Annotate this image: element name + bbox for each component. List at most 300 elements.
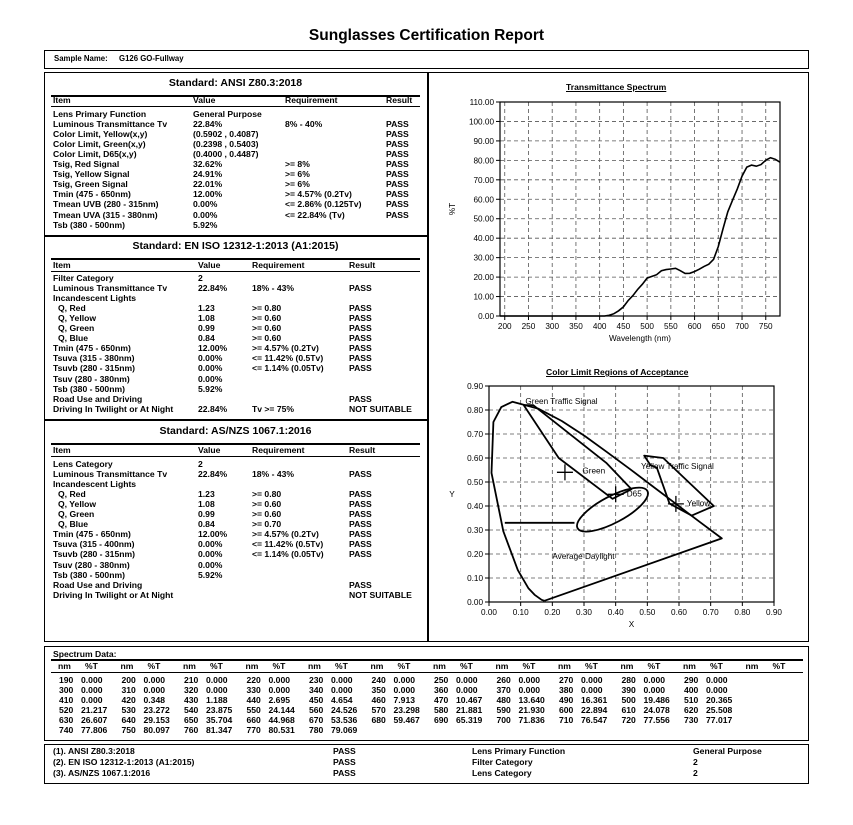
asnzs-cell: PASS: [349, 489, 372, 500]
ansi-cell: Luminous Transmittance Tv: [53, 119, 168, 130]
spectrum-col-header: nm: [745, 661, 759, 671]
spectrum-cell: 0.000: [81, 695, 103, 705]
iso-cell: 12.00%: [198, 343, 228, 354]
color-x-tick-label: 0.00: [481, 608, 497, 617]
ansi-col-header: Requirement: [285, 95, 338, 105]
spectrum-col-header: nm: [495, 661, 509, 671]
ansi-header-line: [51, 95, 420, 97]
iso-cell: Incandescent Lights: [53, 293, 137, 304]
spectrum-cell: 16.361: [581, 695, 608, 705]
summary-cell: (1). ANSI Z80.3:2018: [53, 746, 135, 756]
spectrum-col-header: %T: [147, 661, 161, 671]
ansi-cell: Color Limit, Green(x,y): [53, 139, 146, 150]
iso-cell: <= 1.14% (0.05Tv): [252, 363, 324, 374]
iso-cell: 22.84%: [198, 403, 228, 414]
spectrum-y-tick-label: 30.00: [473, 253, 494, 263]
iso-cell: 22.84%: [198, 283, 228, 294]
spectrum-y-tick-label: 90.00: [473, 136, 494, 146]
spectrum-cell: 420: [121, 695, 136, 705]
spectrum-cell: 200: [121, 675, 136, 685]
ansi-cell: Tmin (475 - 650nm): [53, 189, 131, 200]
ansi-cell: 22.84%: [193, 119, 223, 130]
spectrum-cell: 13.640: [518, 695, 545, 705]
summary-cell: Filter Category: [472, 756, 533, 767]
spectrum-cell: 740: [59, 725, 74, 735]
asnzs-cell: Q, Yellow: [58, 499, 97, 510]
spectrum-col-header: %T: [710, 661, 723, 671]
spectrum-cell: 21.881: [456, 705, 483, 715]
spectrum-cell: 2.695: [268, 695, 291, 705]
color-x-tick-label: 0.30: [576, 608, 592, 617]
spectrum-cell: 400: [684, 685, 699, 695]
spectrum-cell: 510: [684, 695, 699, 705]
ansi-cell: >= 6%: [285, 179, 310, 190]
iso-cell: 18% - 43%: [252, 283, 295, 294]
spectrum-col-header: %T: [585, 661, 598, 671]
average-daylight-label: Average Daylight: [552, 551, 615, 561]
spectrum-cell: 340: [309, 685, 324, 695]
spectrum-cell: 470: [434, 695, 449, 705]
spectrum-cell: 530: [121, 705, 136, 715]
spectrum-y-tick-label: 80.00: [473, 156, 494, 166]
asnzs-cell: 0.00%: [198, 549, 223, 560]
spectrum-cell: 0.000: [81, 685, 103, 695]
spectrum-cell: 0.000: [456, 685, 478, 695]
spectrum-cell: 44.968: [268, 715, 295, 725]
iso-cell: Luminous Transmittance Tv: [53, 283, 168, 294]
spectrum-cell: 320: [184, 685, 199, 695]
spectrum-cell: 0.000: [456, 675, 478, 685]
ansi-cell: PASS: [386, 139, 409, 150]
spectrum-cell: 0.000: [143, 675, 166, 685]
spectrum-y-tick-label: 70.00: [473, 175, 494, 185]
spectrum-cell: 65.319: [456, 715, 483, 725]
spectrum-cell: 71.836: [518, 715, 545, 725]
asnzs-cell: 1.23: [198, 489, 215, 500]
iso-cell: Tv >= 75%: [252, 403, 295, 414]
spectrum-col-header: %T: [647, 661, 661, 671]
asnzs-cell: 0.00%: [198, 539, 223, 550]
spectrum-x-tick-label: 750: [758, 322, 773, 331]
ansi-cell: 12.00%: [193, 189, 223, 200]
summary-cell: (2). EN ISO 12312-1:2013 (A1:2015): [53, 756, 195, 767]
spectrum-cell: 35.704: [206, 715, 233, 725]
spectrum-cell: 580: [434, 705, 449, 715]
asnzs-cell: Tsb (380 - 500nm): [53, 569, 125, 580]
iso-cell: >= 0.60: [252, 323, 282, 334]
summary-cell: PASS: [333, 756, 356, 767]
spectrum-cell: 0.000: [706, 685, 728, 695]
spectrum-x-axis-label: Wavelength (nm): [608, 334, 672, 343]
spectrum-cell: 330: [246, 685, 261, 695]
spectrum-cell: 540: [184, 705, 199, 715]
spectrum-cell: 77.806: [81, 725, 108, 735]
color-limit-chart: [430, 376, 805, 638]
summary-cell: Lens Primary Function: [472, 746, 566, 756]
spectrum-cell: 560: [309, 705, 324, 715]
spectrum-y-tick-label: 50.00: [473, 214, 494, 224]
color-x-tick-label: 0.70: [702, 608, 719, 617]
spectrum-cell: 250: [434, 675, 449, 685]
asnzs-cell: Lens Category: [53, 459, 113, 469]
ansi-cell: Color Limit, D65(x,y): [53, 149, 137, 160]
spectrum-cell: 720: [621, 715, 636, 725]
ansi-cell: Tmean UVB (280 - 315nm): [53, 199, 159, 210]
green-signal-label: Green Traffic Signal: [525, 397, 598, 406]
spectrum-col-header: %T: [772, 661, 786, 671]
asnzs-col-header: Item: [53, 445, 71, 455]
spectrum-cell: 19.486: [643, 695, 670, 705]
ansi-cell: Color Limit, Yellow(x,y): [53, 129, 148, 140]
ansi-cell: PASS: [386, 159, 409, 170]
spectrum-cell: 1.188: [206, 695, 228, 705]
ansi-cell: 32.62%: [193, 159, 223, 170]
asnzs-cell: Luminous Transmittance Tv: [53, 469, 168, 480]
spectrum-cell: 0.000: [706, 675, 728, 685]
iso-header-underline: [51, 271, 420, 272]
spectrum-cell: 59.467: [393, 715, 420, 725]
spectrum-cell: 490: [559, 695, 574, 705]
spectrum-cell: 360: [434, 685, 449, 695]
asnzs-header-underline: [51, 456, 420, 457]
spectrum-chart: [430, 92, 805, 357]
spectrum-cell: 620: [684, 705, 699, 715]
asnzs-cell: >= 0.60: [252, 509, 282, 520]
spectrum-cell: 440: [246, 695, 261, 705]
spectrum-cell: 310: [121, 685, 136, 695]
color-y-tick-label: 0.60: [467, 454, 483, 463]
ansi-col-header: Item: [53, 95, 71, 105]
spectrum-data-title: Spectrum Data:: [53, 649, 117, 659]
spectrum-cell: 24.144: [268, 705, 295, 715]
spectrum-cell: 570: [371, 705, 386, 715]
iso-cell: Tsb (380 - 500nm): [53, 383, 125, 394]
ansi-cell: Tsig, Green Signal: [53, 179, 128, 190]
iso-cell: Tsuv (280 - 380nm): [53, 373, 130, 384]
asnzs-cell: 5.92%: [198, 569, 223, 580]
iso-cell: NOT SUITABLE: [349, 403, 412, 414]
spectrum-cell: 20.365: [706, 695, 733, 705]
report-title: Sunglasses Certification Report: [308, 27, 545, 44]
spectrum-cell: 0.000: [206, 675, 228, 685]
yellow-point-label: Yellow: [686, 499, 711, 508]
color-chart-title: Color Limit Regions of Acceptance: [546, 367, 689, 377]
spectrum-y-tick-label: 60.00: [473, 195, 494, 205]
color-y-tick-label: 0.10: [467, 574, 483, 583]
sample-name-label: Sample Name:: [54, 54, 108, 63]
spectrum-cell: 10.467: [456, 695, 483, 705]
spectrum-x-tick-label: 550: [664, 322, 678, 331]
spectrum-cell: 0.000: [81, 675, 103, 685]
iso-cell: 0.00%: [198, 353, 223, 364]
spectrum-x-tick-label: 400: [592, 322, 607, 331]
summary-cell: Lens Category: [472, 767, 532, 778]
spectrum-y-tick-label: 20.00: [473, 273, 494, 283]
ansi-cell: Tmean UVA (315 - 380nm): [53, 209, 158, 220]
spectrum-x-tick-label: 600: [687, 322, 702, 331]
spectrum-cell: 410: [59, 695, 74, 705]
spectrum-data-header-underline: [51, 672, 803, 673]
iso-cell: >= 0.80: [252, 303, 282, 314]
ansi-title: Standard: ANSI Z80.3:2018: [168, 77, 303, 89]
spectrum-cell: 81.347: [206, 725, 233, 735]
spectrum-col-header: nm: [245, 661, 259, 671]
iso-cell: <= 11.42% (0.5Tv): [252, 353, 324, 364]
spectrum-col-header: %T: [460, 661, 473, 671]
spectrum-cell: 79.069: [331, 725, 358, 735]
asnzs-cell: 18% - 43%: [252, 469, 295, 480]
asnzs-cell: 12.00%: [198, 529, 228, 540]
iso-col-header: Item: [53, 260, 71, 270]
spectrum-cell: 21.217: [81, 705, 108, 715]
asnzs-cell: 0.84: [198, 519, 215, 530]
asnzs-cell: >= 0.80: [252, 489, 282, 500]
asnzs-cell: Incandescent Lights: [53, 479, 137, 490]
asnzs-cell: PASS: [349, 519, 372, 530]
spectrum-cell: 0.000: [581, 685, 603, 695]
spectrum-cell: 210: [184, 675, 199, 685]
iso-cell: >= 0.60: [252, 313, 282, 324]
spectrum-cell: 21.930: [518, 705, 545, 715]
spectrum-cell: 0.000: [331, 675, 353, 685]
asnzs-cell: Tsuvb (280 - 315nm): [53, 549, 135, 560]
ansi-cell: PASS: [386, 209, 409, 220]
spectrum-y-axis-label: %T: [448, 202, 457, 216]
spectrum-cell: 230: [309, 675, 324, 685]
spectrum-col-header: %T: [397, 661, 411, 671]
spectrum-cell: 76.547: [581, 715, 608, 725]
ansi-cell: 22.01%: [193, 179, 223, 190]
spectrum-y-tick-label: 110.00: [469, 98, 494, 107]
ansi-cell: >= 8%: [285, 159, 310, 170]
spectrum-cell: 350: [371, 685, 386, 695]
iso-cell: Road Use and Driving: [53, 393, 143, 404]
iso-cell: Q, Yellow: [58, 313, 97, 324]
iso-cell: PASS: [349, 283, 372, 294]
summary-cell: General Purpose: [693, 746, 762, 756]
iso-cell: 0.00%: [198, 363, 223, 374]
asnzs-cell: Tmin (475 - 650nm): [53, 529, 131, 540]
spectrum-cell: 220: [246, 675, 261, 685]
asnzs-cell: PASS: [349, 469, 372, 480]
ansi-cell: (0.4000 , 0.4487): [193, 149, 259, 160]
yellow-signal-label: Yellow Traffic Signal: [641, 461, 714, 471]
asnzs-col-header: Value: [198, 445, 221, 455]
spectrum-col-header: nm: [58, 661, 71, 671]
ansi-cell: 0.00%: [193, 209, 218, 220]
spectrum-col-header: %T: [85, 661, 98, 671]
ansi-col-header: Result: [386, 95, 413, 105]
color-y-tick-label: 0.40: [467, 502, 483, 511]
iso-divider: [44, 419, 427, 421]
spectrum-cell: 690: [434, 715, 449, 725]
ansi-cell: PASS: [386, 199, 409, 210]
asnzs-cell: >= 0.70: [252, 519, 282, 530]
color-y-tick-label: 0.90: [467, 382, 483, 391]
ansi-cell: PASS: [386, 119, 409, 130]
spectrum-x-tick-label: 650: [711, 322, 726, 331]
iso-cell: 1.23: [198, 303, 215, 314]
spectrum-cell: 77.017: [706, 715, 733, 725]
color-y-tick-label: 0.80: [467, 406, 483, 415]
main-divider: [427, 72, 429, 642]
spectrum-cell: 0.000: [518, 675, 541, 685]
spectrum-cell: 80.531: [268, 725, 295, 735]
spectrum-y-tick-label: 40.00: [473, 234, 494, 244]
spectrum-series-line: [500, 158, 780, 316]
iso-cell: >= 0.60: [252, 333, 282, 344]
asnzs-cell: PASS: [349, 529, 372, 540]
spectrum-cell: 730: [684, 715, 699, 725]
ansi-cell: PASS: [386, 149, 409, 160]
iso-cell: Q, Red: [58, 303, 86, 314]
color-x-tick-label: 0.20: [544, 608, 561, 617]
color-x-tick-label: 0.90: [766, 608, 782, 617]
spectrum-cell: 380: [559, 685, 574, 695]
spectrum-x-tick-label: 300: [545, 322, 560, 331]
iso-cell: PASS: [349, 353, 372, 364]
spectrum-x-tick-label: 500: [640, 322, 654, 331]
spectrum-cell: 23.272: [143, 705, 170, 715]
iso-col-header: Requirement: [252, 260, 305, 270]
sample-name-bar: [44, 50, 809, 69]
spectrum-cell: 600: [559, 705, 574, 715]
asnzs-cell: PASS: [349, 509, 372, 520]
ansi-cell: (0.2398 , 0.5403): [193, 139, 259, 150]
asnzs-cell: >= 4.57% (0.2Tv): [252, 529, 319, 540]
spectrum-cell: 0.000: [143, 685, 166, 695]
iso-cell: 5.92%: [198, 383, 223, 394]
asnzs-title: Standard: AS/NZS 1067.1:2016: [159, 425, 312, 437]
asnzs-cell: 0.00%: [198, 559, 223, 570]
asnzs-cell: Driving In Twilight or At Night: [53, 589, 174, 600]
ansi-cell: Tsb (380 - 500nm): [53, 219, 125, 230]
spectrum-cell: 4.654: [331, 695, 353, 705]
spectrum-cell: 460: [371, 695, 386, 705]
ansi-cell: 8% - 40%: [285, 119, 323, 130]
asnzs-cell: Road Use and Driving: [53, 579, 143, 590]
asnzs-cell: PASS: [349, 549, 372, 560]
spectrum-cell: 23.298: [393, 705, 420, 715]
spectrum-y-tick-label: 0.00: [478, 312, 494, 321]
spectrum-col-header: %T: [522, 661, 536, 671]
summary-cell: PASS: [333, 746, 356, 756]
spectrum-cell: 0.000: [518, 685, 541, 695]
asnzs-cell: Q, Red: [58, 489, 86, 500]
spectrum-cell: 0.000: [268, 675, 291, 685]
iso-cell: 2: [198, 273, 203, 283]
iso-cell: PASS: [349, 343, 372, 354]
summary-cell: 2: [693, 767, 698, 778]
iso-cell: PASS: [349, 313, 372, 324]
spectrum-cell: 24.526: [331, 705, 358, 715]
spectrum-cell: 290: [684, 675, 699, 685]
asnzs-cell: NOT SUITABLE: [349, 589, 412, 600]
spectrum-col-header: nm: [370, 661, 384, 671]
iso-cell: 0.99: [198, 323, 215, 334]
ansi-cell: >= 6%: [285, 169, 310, 180]
iso-cell: Tsuva (315 - 380nm): [53, 353, 135, 364]
spectrum-col-header: nm: [558, 661, 571, 671]
spectrum-cell: 190: [59, 675, 74, 685]
asnzs-cell: 1.08: [198, 499, 215, 510]
ansi-cell: PASS: [386, 169, 409, 180]
color-x-tick-label: 0.10: [512, 608, 529, 617]
iso-cell: PASS: [349, 323, 372, 334]
spectrum-cell: 480: [496, 695, 511, 705]
spectrum-col-header: nm: [308, 661, 321, 671]
spectrum-y-tick-label: 10.00: [473, 292, 494, 302]
spectrum-cell: 22.894: [581, 705, 608, 715]
asnzs-cell: <= 11.42% (0.5Tv): [252, 539, 324, 550]
ansi-cell: 24.91%: [193, 169, 223, 180]
spectrum-cell: 520: [59, 705, 74, 715]
spectrum-cell: 29.153: [143, 715, 170, 725]
spectrum-x-tick-label: 350: [569, 322, 583, 331]
asnzs-cell: PASS: [349, 579, 372, 590]
iso-cell: Driving In Twilight or At Night: [53, 403, 174, 414]
green-point-label: Green: [582, 466, 606, 476]
spectrum-cell: 590: [496, 705, 511, 715]
spectrum-cell: 23.875: [206, 705, 233, 715]
spectrum-cell: 750: [121, 725, 136, 735]
ansi-cell: 0.00%: [193, 199, 218, 210]
spectrum-cell: 710: [559, 715, 574, 725]
spectrum-cell: 0.000: [643, 685, 666, 695]
spectrum-cell: 430: [184, 695, 199, 705]
asnzs-cell: Q, Blue: [58, 519, 89, 530]
spectrum-cell: 0.000: [581, 675, 603, 685]
summary-cell: 2: [693, 756, 698, 767]
color-y-tick-label: 0.30: [467, 526, 483, 535]
spectrum-cell: 780: [309, 725, 324, 735]
spectrum-y-tick-label: 100.00: [468, 117, 494, 127]
spectrum-cell: 53.536: [331, 715, 358, 725]
iso-cell: Tsuvb (280 - 315nm): [53, 363, 135, 374]
iso-cell: Q, Green: [58, 323, 95, 334]
iso-cell: 1.08: [198, 313, 215, 324]
asnzs-cell: Q, Green: [58, 509, 95, 520]
iso-cell: >= 4.57% (0.2Tv): [252, 343, 319, 354]
spectrum-x-tick-label: 700: [735, 322, 749, 331]
spectrum-cell: 390: [621, 685, 636, 695]
asnzs-col-header: Requirement: [252, 445, 305, 455]
asnzs-cell: Tsuv (280 - 380nm): [53, 559, 130, 570]
color-x-tick-label: 0.80: [734, 608, 751, 617]
ansi-cell: Lens Primary Function: [53, 109, 147, 119]
iso-cell: PASS: [349, 333, 372, 344]
ansi-col-header: Value: [193, 95, 216, 105]
spectrum-cell: 370: [496, 685, 511, 695]
spectrum-cell: 240: [371, 675, 386, 685]
color-x-tick-label: 0.50: [639, 608, 656, 617]
spectrum-cell: 0.000: [643, 675, 666, 685]
iso-cell: 0.84: [198, 333, 215, 344]
iso-cell: PASS: [349, 303, 372, 314]
ansi-header-underline: [51, 106, 420, 107]
color-x-tick-label: 0.60: [671, 608, 687, 617]
spectrum-x-tick-label: 200: [497, 322, 512, 331]
spectrum-cell: 260: [496, 675, 511, 685]
spectrum-col-header: nm: [120, 661, 134, 671]
spectrum-cell: 0.000: [268, 685, 291, 695]
spectrum-cell: 670: [309, 715, 324, 725]
ansi-cell: Tsig, Yellow Signal: [53, 169, 130, 180]
asnzs-cell: 22.84%: [198, 469, 228, 480]
spectrum-cell: 700: [496, 715, 511, 725]
ansi-cell: Tsig, Red Signal: [53, 159, 120, 170]
spectrum-col-header: nm: [620, 661, 634, 671]
